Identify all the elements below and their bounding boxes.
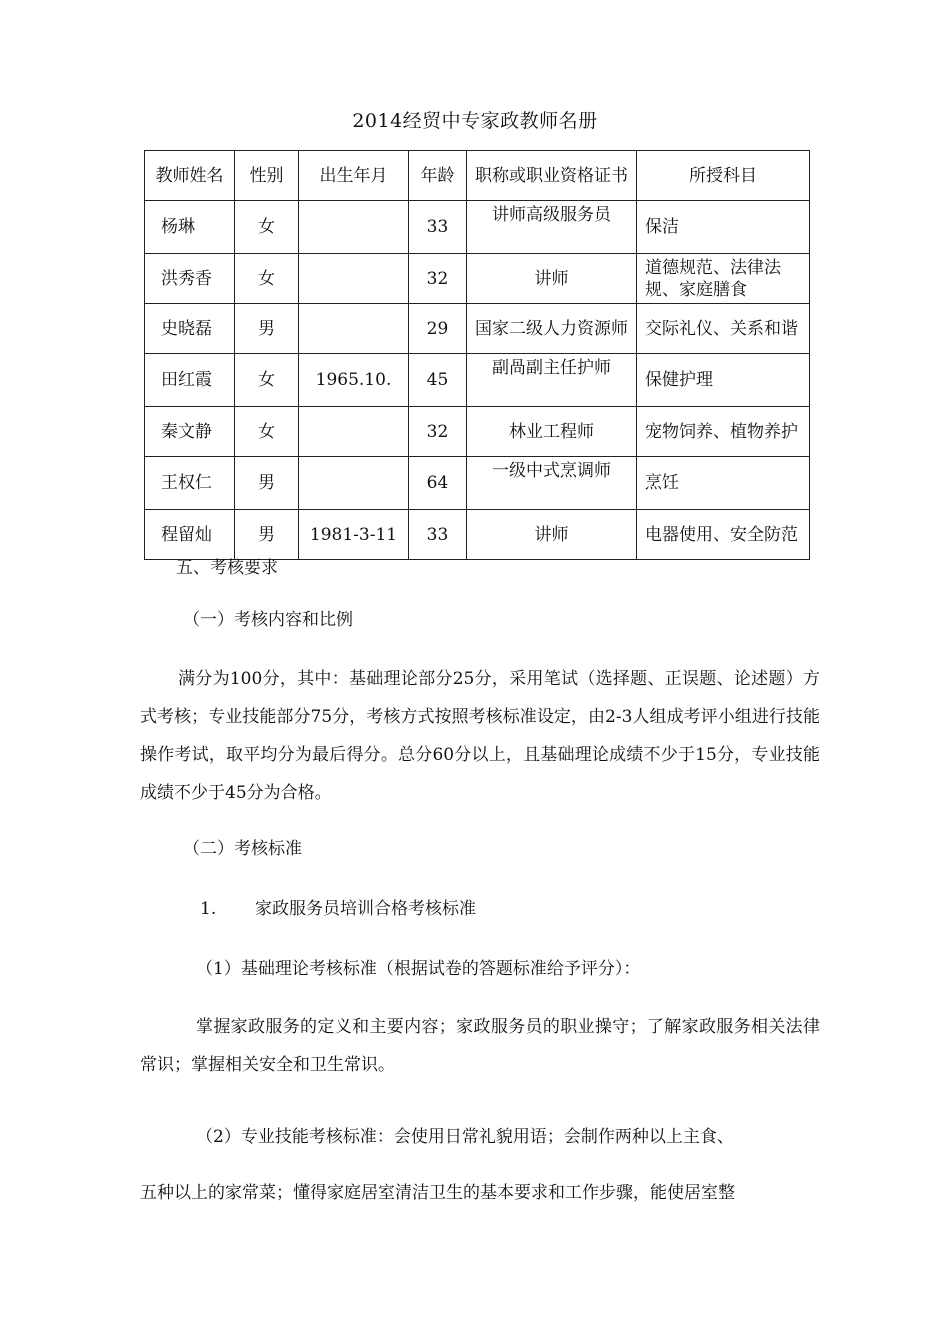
cell-age: 64	[409, 457, 467, 510]
table-row	[145, 354, 810, 407]
cell-gender: 女	[235, 354, 299, 407]
table-row	[145, 457, 810, 510]
cell-subject: 保健护理	[637, 354, 810, 407]
table-row	[145, 304, 810, 354]
column-header: 教师姓名	[145, 151, 235, 201]
cell-title: 副咼副主任护师	[467, 354, 637, 407]
cell-gender: 男	[235, 457, 299, 510]
cell-gender: 女	[235, 407, 299, 457]
paragraph-scoring: 满分为100分，其中：基础理论部分25分，采用笔试（选择题、正误题、论述题）方式考核；专业技能部分75分，考核方式按照考核标准设定，由2-3人组成考评小组进行技能操作考试，取平均分为最后得分。总分60分以上，且基础理论成绩不少于15分，专业技能成绩不少于45分为合格。	[140, 669, 820, 803]
cell-name: 洪秀香	[145, 254, 235, 304]
subheading-standards: （二）考核标准	[183, 839, 302, 859]
table-row	[145, 407, 810, 457]
column-header: 出生年月	[299, 151, 409, 201]
cell-title: 讲师	[467, 254, 637, 304]
paragraph-theory-standard: 掌握家政服务的定义和主要内容；家政服务员的职业操守；了解家政服务相关法律常识；掌握相关安全和卫生常识。	[140, 1017, 820, 1075]
cell-subject: 交际礼仪、关系和谐	[637, 304, 810, 354]
table-row	[145, 201, 810, 254]
list-item-number: 1.	[200, 899, 217, 919]
teacher-roster-table	[144, 150, 810, 560]
cell-age: 32	[409, 254, 467, 304]
document-title: 2014经贸中专家政教师名册	[352, 110, 598, 132]
cell-title: 讲师	[467, 510, 637, 560]
cell-name: 田红霞	[145, 354, 235, 407]
cell-birth	[299, 254, 409, 304]
cell-birth	[299, 304, 409, 354]
cell-gender: 男	[235, 304, 299, 354]
cell-title: 讲师高级服务员	[467, 201, 637, 254]
cell-subject: 道德规范、法律法规、家庭膳食	[637, 254, 810, 304]
column-header: 性别	[235, 151, 299, 201]
cell-age: 32	[409, 407, 467, 457]
cell-subject: 宠物饲养、植物养护	[637, 407, 810, 457]
cell-birth	[299, 407, 409, 457]
cell-birth	[299, 201, 409, 254]
column-header: 所授科目	[637, 151, 810, 201]
cell-name: 秦文静	[145, 407, 235, 457]
cell-birth	[299, 457, 409, 510]
section-heading-5: 五、考核要求	[176, 558, 278, 578]
list-item-title: 家政服务员培训合格考核标准	[255, 899, 476, 919]
cell-subject: 保洁	[637, 201, 810, 254]
cell-age: 33	[409, 510, 467, 560]
cell-birth: 1981-3-11	[299, 510, 409, 560]
cell-title: 一级中式烹调师	[467, 457, 637, 510]
cell-name: 王权仁	[145, 457, 235, 510]
cell-title: 国家二级人力资源师	[467, 304, 637, 354]
cell-gender: 女	[235, 201, 299, 254]
cell-name: 程留灿	[145, 510, 235, 560]
theory-standard-heading: （1）基础理论考核标准（根据试卷的答题标准给予评分）：	[196, 959, 641, 979]
skill-standard-line-1: （2）专业技能考核标准：会使用日常礼貌用语；会制作两种以上主食、	[196, 1127, 734, 1147]
cell-subject: 烹饪	[637, 457, 810, 510]
cell-name: 史晓磊	[145, 304, 235, 354]
cell-birth: 1965.10.	[299, 354, 409, 407]
table-row	[145, 254, 810, 304]
subheading-content-ratio: （一）考核内容和比例	[183, 610, 353, 630]
column-header: 年龄	[409, 151, 467, 201]
cell-gender: 男	[235, 510, 299, 560]
cell-age: 29	[409, 304, 467, 354]
cell-title: 林业工程师	[467, 407, 637, 457]
table-header-row	[145, 151, 810, 201]
cell-age: 45	[409, 354, 467, 407]
skill-standard-line-2: 五种以上的家常菜；懂得家庭居室清洁卫生的基本要求和工作步骤，能使居室整	[140, 1183, 735, 1203]
cell-subject: 电器使用、安全防范	[637, 510, 810, 560]
cell-gender: 女	[235, 254, 299, 304]
cell-age: 33	[409, 201, 467, 254]
cell-name: 杨琳	[145, 201, 235, 254]
column-header: 职称或职业资格证书	[467, 151, 637, 201]
